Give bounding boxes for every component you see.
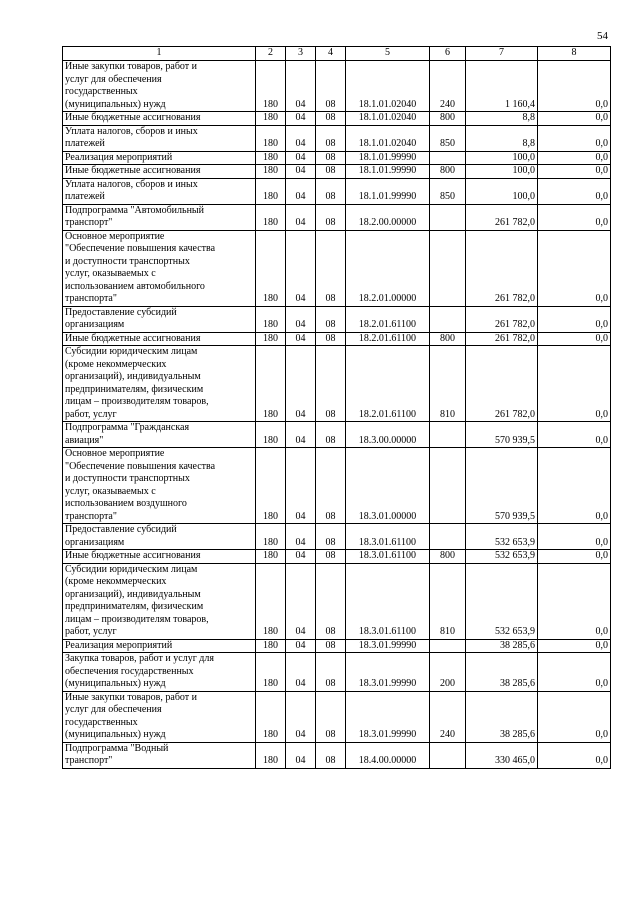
section-cell: 04 [286,448,316,524]
gov-code-cell: 180 [256,306,286,332]
table-row [63,563,611,639]
amount-cell: 261 782,0 [466,306,538,332]
amount-cell: 8,8 [466,112,538,126]
subsection-cell: 08 [316,178,346,204]
amount-cell: 100,0 [466,178,538,204]
target-article-cell: 18.3.01.99990 [346,691,430,742]
row-name-cell: Уплата налогов, сборов и иных платежей [63,178,256,204]
amount-cell: 1 160,4 [466,61,538,112]
expense-type-cell: 810 [430,346,466,422]
expense-type-cell [430,230,466,306]
amount-extra-cell: 0,0 [538,178,611,204]
expense-type-cell [430,306,466,332]
amount-extra-cell: 0,0 [538,125,611,151]
target-article-cell: 18.3.01.61100 [346,563,430,639]
table-row [63,524,611,550]
subsection-cell: 08 [316,524,346,550]
subsection-cell: 08 [316,112,346,126]
table-row [63,151,611,165]
gov-code-cell: 180 [256,112,286,126]
table-row [63,332,611,346]
gov-code-cell: 180 [256,524,286,550]
target-article-cell: 18.2.01.61100 [346,332,430,346]
target-article-cell: 18.2.01.61100 [346,346,430,422]
subsection-cell: 08 [316,61,346,112]
amount-extra-cell: 0,0 [538,332,611,346]
section-cell: 04 [286,151,316,165]
row-name-cell: Реализация мероприятий [63,151,256,165]
expense-type-cell: 200 [430,653,466,692]
expense-type-cell [430,742,466,768]
header-cell: 7 [466,47,538,61]
gov-code-cell: 180 [256,422,286,448]
row-name-cell: Субсидии юридическим лицам (кроме некоммерческих организаций), индивидуальным предпринимателям, физическим лицам – производителям товаров, работ, услуг [63,563,256,639]
amount-cell: 261 782,0 [466,332,538,346]
row-name-cell: Подпрограмма "Автомобильный транспорт" [63,204,256,230]
amount-cell: 38 285,6 [466,653,538,692]
row-name-cell: Иные закупки товаров, работ и услуг для обеспечения государственных (муниципальных) нужд [63,61,256,112]
gov-code-cell: 180 [256,61,286,112]
amount-cell: 38 285,6 [466,639,538,653]
section-cell: 04 [286,563,316,639]
expense-type-cell: 810 [430,563,466,639]
amount-cell: 261 782,0 [466,204,538,230]
subsection-cell: 08 [316,230,346,306]
amount-extra-cell: 0,0 [538,165,611,179]
target-article-cell: 18.1.01.99990 [346,165,430,179]
target-article-cell: 18.3.01.99990 [346,653,430,692]
budget-table [62,46,611,769]
expense-type-cell: 240 [430,691,466,742]
table-row [63,550,611,564]
section-cell: 04 [286,550,316,564]
section-cell: 04 [286,346,316,422]
section-cell: 04 [286,639,316,653]
subsection-cell: 08 [316,563,346,639]
subsection-cell: 08 [316,691,346,742]
subsection-cell: 08 [316,165,346,179]
row-name-cell: Закупка товаров, работ и услуг для обеспечения государственных (муниципальных) нужд [63,653,256,692]
subsection-cell: 08 [316,151,346,165]
amount-extra-cell: 0,0 [538,230,611,306]
expense-type-cell: 850 [430,178,466,204]
amount-extra-cell: 0,0 [538,112,611,126]
target-article-cell: 18.1.01.02040 [346,112,430,126]
table-row [63,448,611,524]
row-name-cell: Иные бюджетные ассигнования [63,332,256,346]
table-body [63,61,611,769]
target-article-cell: 18.3.01.61100 [346,550,430,564]
subsection-cell: 08 [316,639,346,653]
expense-type-cell [430,448,466,524]
table-row [63,61,611,112]
subsection-cell: 08 [316,346,346,422]
gov-code-cell: 180 [256,178,286,204]
table-row [63,306,611,332]
target-article-cell: 18.2.01.00000 [346,230,430,306]
header-cell: 6 [430,47,466,61]
section-cell: 04 [286,742,316,768]
row-name-cell: Иные бюджетные ассигнования [63,550,256,564]
row-name-cell: Субсидии юридическим лицам (кроме некоммерческих организаций), индивидуальным предпринимателям, физическим лицам – производителям товаров, работ, услуг [63,346,256,422]
header-cell: 8 [538,47,611,61]
header-cell: 4 [316,47,346,61]
header-cell: 3 [286,47,316,61]
section-cell: 04 [286,112,316,126]
amount-extra-cell: 0,0 [538,524,611,550]
expense-type-cell [430,524,466,550]
gov-code-cell: 180 [256,563,286,639]
section-cell: 04 [286,178,316,204]
row-name-cell: Предоставление субсидий организациям [63,524,256,550]
amount-cell: 261 782,0 [466,230,538,306]
section-cell: 04 [286,165,316,179]
amount-extra-cell: 0,0 [538,422,611,448]
table-row [63,653,611,692]
amount-cell: 532 653,9 [466,563,538,639]
expense-type-cell: 800 [430,165,466,179]
target-article-cell: 18.1.01.99990 [346,151,430,165]
section-cell: 04 [286,653,316,692]
row-name-cell: Иные бюджетные ассигнования [63,165,256,179]
amount-extra-cell: 0,0 [538,151,611,165]
subsection-cell: 08 [316,332,346,346]
subsection-cell: 08 [316,742,346,768]
target-article-cell: 18.3.00.00000 [346,422,430,448]
table-row [63,230,611,306]
gov-code-cell: 180 [256,653,286,692]
amount-extra-cell: 0,0 [538,653,611,692]
gov-code-cell: 180 [256,742,286,768]
gov-code-cell: 180 [256,151,286,165]
target-article-cell: 18.2.00.00000 [346,204,430,230]
header-cell: 1 [63,47,256,61]
amount-extra-cell: 0,0 [538,639,611,653]
target-article-cell: 18.3.01.61100 [346,524,430,550]
section-cell: 04 [286,524,316,550]
row-name-cell: Основное мероприятие "Обеспечение повышения качества и доступности транспортных услуг, оказываемых с использованием автомобильного транспорта" [63,230,256,306]
section-cell: 04 [286,332,316,346]
amount-extra-cell: 0,0 [538,346,611,422]
section-cell: 04 [286,61,316,112]
amount-cell: 532 653,9 [466,524,538,550]
expense-type-cell [430,422,466,448]
row-name-cell: Реализация мероприятий [63,639,256,653]
gov-code-cell: 180 [256,230,286,306]
amount-cell: 570 939,5 [466,448,538,524]
subsection-cell: 08 [316,306,346,332]
expense-type-cell [430,639,466,653]
gov-code-cell: 180 [256,204,286,230]
subsection-cell: 08 [316,204,346,230]
subsection-cell: 08 [316,653,346,692]
section-cell: 04 [286,306,316,332]
section-cell: 04 [286,691,316,742]
expense-type-cell: 800 [430,112,466,126]
amount-cell: 330 465,0 [466,742,538,768]
row-name-cell: Подпрограмма "Водный транспорт" [63,742,256,768]
row-name-cell: Уплата налогов, сборов и иных платежей [63,125,256,151]
gov-code-cell: 180 [256,639,286,653]
table-row [63,639,611,653]
expense-type-cell: 850 [430,125,466,151]
amount-extra-cell: 0,0 [538,563,611,639]
expense-type-cell [430,204,466,230]
table-row [63,165,611,179]
target-article-cell: 18.3.01.00000 [346,448,430,524]
amount-extra-cell: 0,0 [538,61,611,112]
row-name-cell: Иные бюджетные ассигнования [63,112,256,126]
gov-code-cell: 180 [256,165,286,179]
gov-code-cell: 180 [256,448,286,524]
row-name-cell: Предоставление субсидий организациям [63,306,256,332]
subsection-cell: 08 [316,550,346,564]
amount-extra-cell: 0,0 [538,204,611,230]
target-article-cell: 18.1.01.02040 [346,125,430,151]
expense-type-cell: 800 [430,550,466,564]
row-name-cell: Подпрограмма "Гражданская авиация" [63,422,256,448]
table-row [63,422,611,448]
header-cell: 5 [346,47,430,61]
table-row [63,125,611,151]
amount-cell: 532 653,9 [466,550,538,564]
amount-extra-cell: 0,0 [538,742,611,768]
expense-type-cell: 800 [430,332,466,346]
section-cell: 04 [286,204,316,230]
target-article-cell: 18.1.01.99990 [346,178,430,204]
section-cell: 04 [286,125,316,151]
expense-type-cell [430,151,466,165]
amount-cell: 8,8 [466,125,538,151]
target-article-cell: 18.3.01.99990 [346,639,430,653]
row-name-cell: Иные закупки товаров, работ и услуг для обеспечения государственных (муниципальных) нужд [63,691,256,742]
gov-code-cell: 180 [256,332,286,346]
page-number: 54 [597,30,608,42]
expense-type-cell: 240 [430,61,466,112]
gov-code-cell: 180 [256,550,286,564]
section-cell: 04 [286,422,316,448]
target-article-cell: 18.2.01.61100 [346,306,430,332]
table-row [63,691,611,742]
table-row [63,346,611,422]
amount-cell: 570 939,5 [466,422,538,448]
gov-code-cell: 180 [256,691,286,742]
amount-extra-cell: 0,0 [538,691,611,742]
amount-cell: 38 285,6 [466,691,538,742]
gov-code-cell: 180 [256,125,286,151]
header-row [63,47,611,61]
gov-code-cell: 180 [256,346,286,422]
subsection-cell: 08 [316,422,346,448]
table-row [63,178,611,204]
subsection-cell: 08 [316,448,346,524]
header-cell: 2 [256,47,286,61]
row-name-cell: Основное мероприятие "Обеспечение повышения качества и доступности транспортных услуг, оказываемых с использованием воздушного транспорта" [63,448,256,524]
amount-cell: 100,0 [466,151,538,165]
amount-extra-cell: 0,0 [538,448,611,524]
table-row [63,742,611,768]
target-article-cell: 18.1.01.02040 [346,61,430,112]
amount-extra-cell: 0,0 [538,306,611,332]
amount-cell: 100,0 [466,165,538,179]
amount-cell: 261 782,0 [466,346,538,422]
amount-extra-cell: 0,0 [538,550,611,564]
table-row [63,204,611,230]
target-article-cell: 18.4.00.00000 [346,742,430,768]
table-row [63,112,611,126]
section-cell: 04 [286,230,316,306]
subsection-cell: 08 [316,125,346,151]
